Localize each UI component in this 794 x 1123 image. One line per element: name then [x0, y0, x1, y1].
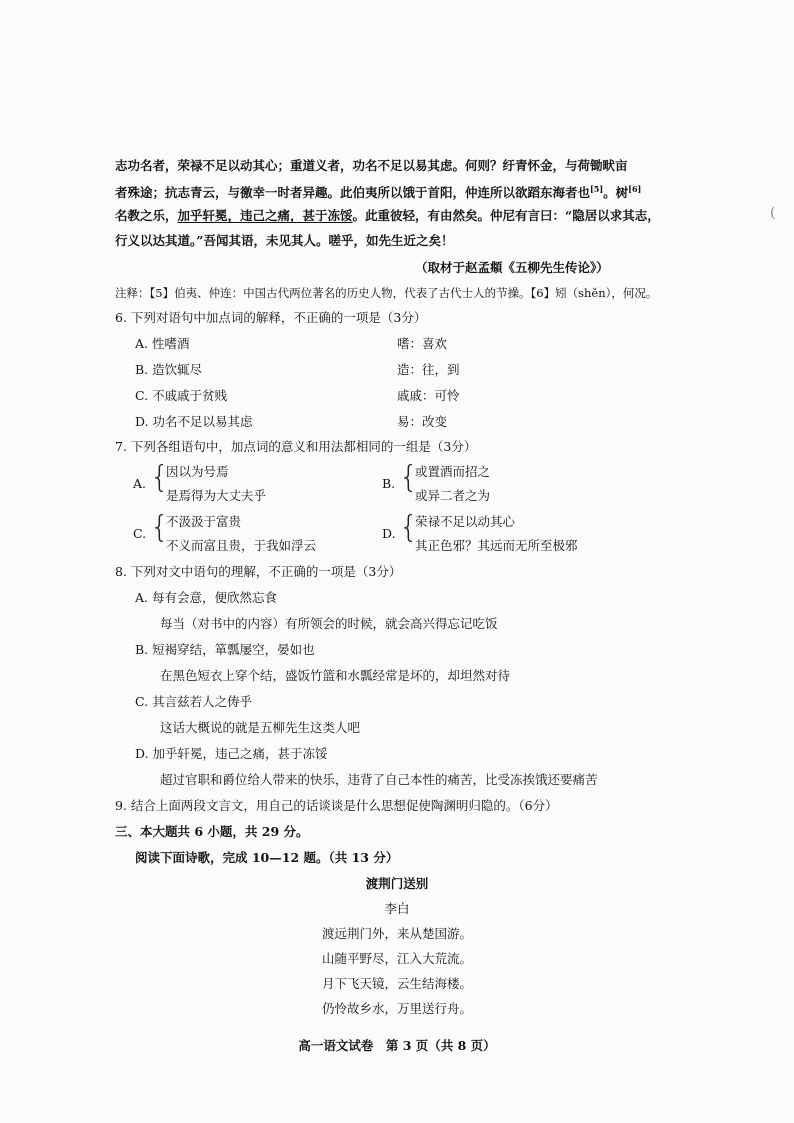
- q6-gloss-c: 戚戚：可怜: [397, 388, 460, 403]
- footnote-ref-5: [5]: [590, 184, 604, 194]
- passage-line-2: [115, 185, 641, 200]
- q7-b-top: 或置酒而招之: [415, 464, 491, 479]
- q6-gloss-b: 造：往，到: [397, 362, 460, 377]
- q6-gloss-a: 嗜：喜欢: [397, 336, 448, 351]
- passage-line-2-text: 者殊途；抗志青云，与徼幸一时者异趣。此伯夷所以饿于首阳，仲连所以欲蹈东海者也: [115, 185, 591, 201]
- passage-source: （取材于赵孟頫《五柳先生传论》）: [415, 260, 609, 275]
- section-3-heading: 三、本大题共 6 小题，共 29 分。: [115, 824, 309, 839]
- q6-gloss-d: 易：改变: [397, 414, 448, 429]
- q7-option-d-letter: D.: [382, 526, 396, 541]
- q8-item-d: D. 加乎轩冕，违己之痛，甚于冻馁: [135, 746, 328, 761]
- passage-notes: 注释：【5】伯夷、仲连：中国古代两位著名的历史人物，代表了古代士人的节操。【6】矧（shěn），何况。: [115, 286, 658, 300]
- q7-c-bottom: 不义而富且贵，于我如浮云: [166, 538, 317, 553]
- poem-line-1: 渡远荆门外，来从楚国游。: [321, 926, 472, 941]
- passage-line-4: 行义以达其道。”吾闻其语，未见其人。嗟乎，如先生近之矣！: [115, 233, 454, 248]
- q7-a-bottom: 是焉得为大丈夫乎: [166, 488, 267, 503]
- poem-line-2: 山随平野尽，江入大荒流。: [321, 951, 472, 966]
- poem-line-3: 月下飞天镜，云生结海楼。: [321, 976, 472, 991]
- passage-line-2-tail: 。树: [603, 185, 629, 201]
- q6-option-c: C. 不戚戚于贫贱: [135, 388, 228, 403]
- q6-option-b: B. 造饮辄尽: [135, 362, 203, 377]
- q7-a-top: 因以为号焉: [166, 464, 229, 479]
- q7-option-b-letter: B.: [382, 476, 396, 491]
- poem-intro: 阅读下面诗歌，完成 10—12 题。（共 13 分）: [135, 850, 399, 865]
- brace-c: {: [150, 510, 170, 545]
- q7-option-a-letter: A.: [133, 476, 147, 491]
- underlined-phrase: 加乎轩冕，违己之痛，甚于冻馁: [177, 208, 353, 223]
- poem-line-4: 仍怜故乡水，万里送行舟。: [321, 1001, 472, 1016]
- q7-stem: 7. 下列各组语句中，加点词的意义和用法都相同的一组是（3分）: [115, 439, 477, 454]
- q8-item-b: B. 短褐穿结，箪瓢屡空，晏如也: [135, 642, 315, 657]
- q6-option-d: D. 功名不足以易其虑: [135, 414, 253, 429]
- q8-item-c: C. 其言兹若人之俦乎: [135, 694, 253, 709]
- q6-option-a: A. 性嗜酒: [135, 336, 190, 351]
- q8-stem: 8. 下列对文中语句的理解，不正确的一项是（3分）: [115, 564, 402, 579]
- q8-translation-b: 在黑色短衣上穿个结，盛饭竹篮和水瓢经常是坏的，却坦然对待: [160, 668, 511, 683]
- page-footer: 高一语文试卷 第 3 页（共 8 页）: [298, 1038, 496, 1053]
- q7-d-top: 荣禄不足以动其心: [415, 514, 516, 529]
- poem-author: 李白: [384, 901, 410, 916]
- passage-line-3-a: 名教之乐，: [115, 208, 178, 223]
- passage-line-3: [115, 210, 660, 223]
- q7-b-bottom: 或异二者之为: [415, 488, 491, 503]
- q8-translation-c: 这话大概说的就是五柳先生这类人吧: [160, 720, 361, 735]
- passage-line-3-c: 。此重彼轻，有由然矣。仲尼有言曰：“隐居以求其志，: [352, 208, 660, 223]
- brace-b: {: [399, 460, 419, 495]
- q8-translation-a: 每当（对书中的内容）有所领会的时候，就会高兴得忘记吃饭: [160, 616, 498, 631]
- q7-option-c-letter: C.: [133, 526, 147, 541]
- brace-a: {: [150, 460, 170, 495]
- footnote-ref-6: [6]: [628, 184, 642, 194]
- margin-mark: (: [770, 205, 776, 221]
- q7-d-bottom: 其正色邪？其远而无所至极邪: [415, 538, 578, 553]
- q7-c-top: 不汲汲于富贵: [166, 514, 242, 529]
- q6-stem: 6. 下列对语句中加点词的解释，不正确的一项是（3分）: [115, 310, 427, 325]
- q9-stem: 9. 结合上面两段文言文，用自己的话谈谈是什么思想促使陶渊明归隐的。（6分）: [115, 798, 558, 813]
- q8-item-a: A. 每有会意，便欣然忘食: [135, 590, 277, 605]
- poem-title: 渡荆门送别: [365, 876, 429, 891]
- q8-translation-d: 超过官职和爵位给人带来的快乐，违背了自己本性的痛苦，比受冻挨饿还要痛苦: [160, 772, 598, 787]
- passage-line-1: 志功名者，荣禄不足以动其心；重道义者，功名不足以易其虑。何则？纡青怀金，与荷锄畎亩: [115, 158, 628, 173]
- brace-d: {: [399, 510, 419, 545]
